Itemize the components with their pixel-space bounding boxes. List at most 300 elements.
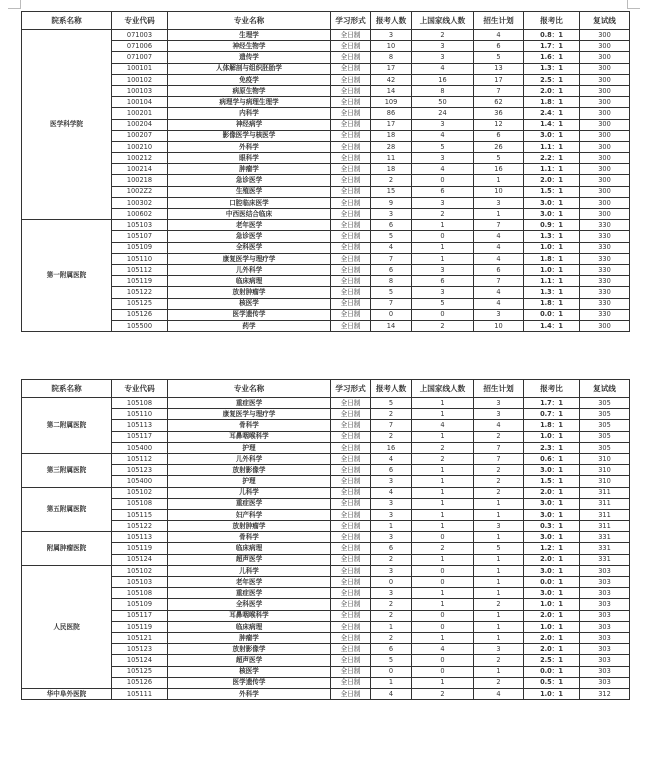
study-mode-cell: 全日制	[331, 420, 371, 431]
ratio-cell: 1.4：1	[524, 320, 580, 331]
major-name-cell: 超声医学	[168, 554, 331, 565]
plan-cell: 1	[474, 532, 524, 543]
code-cell: 105111	[112, 688, 168, 699]
code-cell: 105107	[112, 231, 168, 242]
code-cell: 100201	[112, 108, 168, 119]
national-line-cell: 1	[412, 253, 474, 264]
table-row	[22, 409, 630, 420]
retest-line-cell: 300	[580, 175, 630, 186]
major-name-cell: 口腔临床医学	[168, 197, 331, 208]
national-line-cell: 1	[412, 554, 474, 565]
major-name-cell: 放射影像学	[168, 644, 331, 655]
study-mode-cell: 全日制	[331, 577, 371, 588]
applicants-cell: 17	[371, 119, 412, 130]
national-line-cell: 0	[412, 231, 474, 242]
table-row	[22, 30, 630, 41]
major-name-cell: 外科学	[168, 688, 331, 699]
table-row	[22, 197, 630, 208]
applicants-cell: 4	[371, 453, 412, 464]
national-line-cell: 5	[412, 141, 474, 152]
national-line-cell: 24	[412, 108, 474, 119]
table-row	[22, 320, 630, 331]
table-row	[22, 108, 630, 119]
applicants-cell: 2	[371, 431, 412, 442]
table-row	[22, 253, 630, 264]
table-row	[22, 599, 630, 610]
ratio-cell: 1.0：1	[524, 688, 580, 699]
plan-cell: 1	[474, 554, 524, 565]
ratio-cell: 3.0：1	[524, 532, 580, 543]
plan-cell: 4	[474, 688, 524, 699]
plan-cell: 6	[474, 41, 524, 52]
applicants-cell: 4	[371, 242, 412, 253]
retest-line-cell: 300	[580, 52, 630, 63]
code-cell: 100602	[112, 209, 168, 220]
national-line-cell: 1	[412, 476, 474, 487]
table-row	[22, 309, 630, 320]
study-mode-cell: 全日制	[331, 108, 371, 119]
code-cell: 105113	[112, 532, 168, 543]
department-name-cell: 第二附属医院	[22, 398, 112, 454]
national-line-cell: 1	[412, 588, 474, 599]
retest-line-cell: 305	[580, 442, 630, 453]
retest-line-cell: 303	[580, 610, 630, 621]
national-line-cell: 1	[412, 398, 474, 409]
code-cell: 100102	[112, 74, 168, 85]
study-mode-cell: 全日制	[331, 677, 371, 688]
retest-line-cell: 305	[580, 420, 630, 431]
header-col-dept: 院系名称	[22, 12, 112, 30]
ratio-cell: 3.0：1	[524, 565, 580, 576]
national-line-cell: 2	[412, 453, 474, 464]
header-col-ratio: 报考比	[524, 12, 580, 30]
major-name-cell: 临床病理	[168, 543, 331, 554]
major-name-cell: 重症医学	[168, 588, 331, 599]
major-name-cell: 超声医学	[168, 655, 331, 666]
applicants-cell: 7	[371, 420, 412, 431]
ratio-cell: 1.3：1	[524, 287, 580, 298]
study-mode-cell: 全日制	[331, 465, 371, 476]
ratio-cell: 1.1：1	[524, 141, 580, 152]
table-row	[22, 666, 630, 677]
study-mode-cell: 全日制	[331, 532, 371, 543]
retest-line-cell: 310	[580, 453, 630, 464]
study-mode-cell: 全日制	[331, 666, 371, 677]
applicants-cell: 3	[371, 509, 412, 520]
table-row	[22, 688, 630, 699]
ratio-cell: 2.5：1	[524, 655, 580, 666]
retest-line-cell: 303	[580, 565, 630, 576]
retest-line-cell: 331	[580, 532, 630, 543]
table-row	[22, 264, 630, 275]
study-mode-cell: 全日制	[331, 287, 371, 298]
study-mode-cell: 全日制	[331, 231, 371, 242]
code-cell: 105108	[112, 588, 168, 599]
national-line-cell: 16	[412, 74, 474, 85]
applicants-cell: 16	[371, 442, 412, 453]
table-row	[22, 141, 630, 152]
retest-line-cell: 330	[580, 264, 630, 275]
plan-cell: 7	[474, 442, 524, 453]
major-name-cell: 骨科学	[168, 532, 331, 543]
major-name-cell: 外科学	[168, 141, 331, 152]
code-cell: 105110	[112, 409, 168, 420]
ratio-cell: 1.2：1	[524, 543, 580, 554]
national-line-cell: 3	[412, 52, 474, 63]
code-cell: 071003	[112, 30, 168, 41]
department-name-cell: 第一附属医院	[22, 220, 112, 332]
major-name-cell: 放射影像学	[168, 465, 331, 476]
retest-line-cell: 305	[580, 409, 630, 420]
retest-line-cell: 300	[580, 209, 630, 220]
table-row	[22, 644, 630, 655]
major-name-cell: 病原生物学	[168, 85, 331, 96]
study-mode-cell: 全日制	[331, 398, 371, 409]
ratio-cell: 3.0：1	[524, 465, 580, 476]
retest-line-cell: 331	[580, 554, 630, 565]
admission-table-1	[21, 11, 630, 332]
code-cell: 100212	[112, 153, 168, 164]
study-mode-cell: 全日制	[331, 242, 371, 253]
national-line-cell: 0	[412, 565, 474, 576]
department-name-cell: 第五附属医院	[22, 487, 112, 532]
code-cell: 105119	[112, 276, 168, 287]
table-row	[22, 186, 630, 197]
header-col-dept: 院系名称	[22, 380, 112, 398]
plan-cell: 17	[474, 74, 524, 85]
ratio-cell: 2.0：1	[524, 632, 580, 643]
study-mode-cell: 全日制	[331, 74, 371, 85]
retest-line-cell: 305	[580, 431, 630, 442]
major-name-cell: 妇产科学	[168, 509, 331, 520]
plan-cell: 2	[474, 487, 524, 498]
plan-cell: 36	[474, 108, 524, 119]
table-row	[22, 431, 630, 442]
table-row	[22, 130, 630, 141]
table-row	[22, 119, 630, 130]
applicants-cell: 10	[371, 41, 412, 52]
plan-cell: 1	[474, 632, 524, 643]
study-mode-cell: 全日制	[331, 141, 371, 152]
study-mode-cell: 全日制	[331, 610, 371, 621]
applicants-cell: 2	[371, 610, 412, 621]
department-name-cell: 华中阜外医院	[22, 688, 112, 699]
plan-cell: 3	[474, 521, 524, 532]
major-name-cell: 神经病学	[168, 119, 331, 130]
study-mode-cell: 全日制	[331, 565, 371, 576]
ratio-cell: 1.1：1	[524, 276, 580, 287]
applicants-cell: 5	[371, 655, 412, 666]
code-cell: 1002Z2	[112, 186, 168, 197]
applicants-cell: 109	[371, 97, 412, 108]
plan-cell: 3	[474, 409, 524, 420]
table-row	[22, 565, 630, 576]
ratio-cell: 0.9：1	[524, 220, 580, 231]
major-name-cell: 生殖医学	[168, 186, 331, 197]
table-body	[22, 398, 630, 700]
study-mode-cell: 全日制	[331, 63, 371, 74]
plan-cell: 4	[474, 287, 524, 298]
applicants-cell: 42	[371, 74, 412, 85]
ratio-cell: 0.7：1	[524, 409, 580, 420]
major-name-cell: 影像医学与核医学	[168, 130, 331, 141]
table-row	[22, 287, 630, 298]
plan-cell: 5	[474, 153, 524, 164]
national-line-cell: 1	[412, 509, 474, 520]
retest-line-cell: 330	[580, 298, 630, 309]
ratio-cell: 2.2：1	[524, 153, 580, 164]
code-cell: 100302	[112, 197, 168, 208]
plan-cell: 1	[474, 666, 524, 677]
major-name-cell: 全科医学	[168, 599, 331, 610]
table-row	[22, 453, 630, 464]
major-name-cell: 药学	[168, 320, 331, 331]
national-line-cell: 1	[412, 465, 474, 476]
retest-line-cell: 330	[580, 220, 630, 231]
plan-cell: 3	[474, 309, 524, 320]
retest-line-cell: 330	[580, 231, 630, 242]
retest-line-cell: 300	[580, 97, 630, 108]
table-row	[22, 164, 630, 175]
national-line-cell: 3	[412, 153, 474, 164]
national-line-cell: 0	[412, 666, 474, 677]
applicants-cell: 2	[371, 409, 412, 420]
retest-line-cell: 300	[580, 141, 630, 152]
study-mode-cell: 全日制	[331, 554, 371, 565]
table-row	[22, 153, 630, 164]
study-mode-cell: 全日制	[331, 599, 371, 610]
plan-cell: 5	[474, 52, 524, 63]
ratio-cell: 3.0：1	[524, 197, 580, 208]
major-name-cell: 医学遗传学	[168, 309, 331, 320]
code-cell: 105124	[112, 554, 168, 565]
code-cell: 105123	[112, 465, 168, 476]
study-mode-cell: 全日制	[331, 409, 371, 420]
header-col-mode: 学习形式	[331, 380, 371, 398]
applicants-cell: 18	[371, 164, 412, 175]
retest-line-cell: 311	[580, 498, 630, 509]
plan-cell: 13	[474, 63, 524, 74]
retest-line-cell: 331	[580, 543, 630, 554]
retest-line-cell: 300	[580, 63, 630, 74]
table-row	[22, 610, 630, 621]
national-line-cell: 0	[412, 532, 474, 543]
plan-cell: 7	[474, 220, 524, 231]
study-mode-cell: 全日制	[331, 632, 371, 643]
code-cell: 105125	[112, 666, 168, 677]
major-name-cell: 耳鼻咽喉科学	[168, 431, 331, 442]
plan-cell: 10	[474, 320, 524, 331]
national-line-cell: 4	[412, 644, 474, 655]
retest-line-cell: 300	[580, 108, 630, 119]
study-mode-cell: 全日制	[331, 453, 371, 464]
ratio-cell: 3.0：1	[524, 588, 580, 599]
code-cell: 105102	[112, 565, 168, 576]
code-cell: 105400	[112, 442, 168, 453]
national-line-cell: 3	[412, 41, 474, 52]
major-name-cell: 病理学与病理生理学	[168, 97, 331, 108]
study-mode-cell: 全日制	[331, 220, 371, 231]
code-cell: 100214	[112, 164, 168, 175]
major-name-cell: 儿科学	[168, 487, 331, 498]
retest-line-cell: 300	[580, 186, 630, 197]
table-row	[22, 175, 630, 186]
national-line-cell: 4	[412, 63, 474, 74]
ratio-cell: 1.8：1	[524, 298, 580, 309]
study-mode-cell: 全日制	[331, 52, 371, 63]
retest-line-cell: 300	[580, 153, 630, 164]
code-cell: 105124	[112, 655, 168, 666]
study-mode-cell: 全日制	[331, 498, 371, 509]
applicants-cell: 2	[371, 554, 412, 565]
plan-cell: 3	[474, 644, 524, 655]
study-mode-cell: 全日制	[331, 175, 371, 186]
ratio-cell: 2.0：1	[524, 554, 580, 565]
major-name-cell: 放射肿瘤学	[168, 287, 331, 298]
retest-line-cell: 300	[580, 74, 630, 85]
table-row	[22, 74, 630, 85]
code-cell: 105125	[112, 298, 168, 309]
major-name-cell: 人体解剖与组织胚胎学	[168, 63, 331, 74]
applicants-cell: 3	[371, 565, 412, 576]
ratio-cell: 1.8：1	[524, 97, 580, 108]
major-name-cell: 内科学	[168, 108, 331, 119]
retest-line-cell: 303	[580, 655, 630, 666]
ratio-cell: 0.8：1	[524, 30, 580, 41]
table-row	[22, 63, 630, 74]
retest-line-cell: 330	[580, 253, 630, 264]
major-name-cell: 耳鼻咽喉科学	[168, 610, 331, 621]
major-name-cell: 肿瘤学	[168, 164, 331, 175]
code-cell: 100207	[112, 130, 168, 141]
study-mode-cell: 全日制	[331, 476, 371, 487]
applicants-cell: 15	[371, 186, 412, 197]
study-mode-cell: 全日制	[331, 85, 371, 96]
retest-line-cell: 300	[580, 320, 630, 331]
study-mode-cell: 全日制	[331, 41, 371, 52]
national-line-cell: 1	[412, 487, 474, 498]
study-mode-cell: 全日制	[331, 30, 371, 41]
header-col-major: 专业名称	[168, 12, 331, 30]
retest-line-cell: 311	[580, 487, 630, 498]
applicants-cell: 3	[371, 476, 412, 487]
code-cell: 105117	[112, 431, 168, 442]
retest-line-cell: 330	[580, 276, 630, 287]
major-name-cell: 遗传学	[168, 52, 331, 63]
ratio-cell: 0.3：1	[524, 521, 580, 532]
ratio-cell: 1.7：1	[524, 41, 580, 52]
plan-cell: 2	[474, 599, 524, 610]
study-mode-cell: 全日制	[331, 164, 371, 175]
study-mode-cell: 全日制	[331, 588, 371, 599]
study-mode-cell: 全日制	[331, 655, 371, 666]
table-row	[22, 543, 630, 554]
plan-cell: 4	[474, 231, 524, 242]
applicants-cell: 8	[371, 276, 412, 287]
major-name-cell: 儿外科学	[168, 453, 331, 464]
table-row	[22, 521, 630, 532]
ratio-cell: 0.0：1	[524, 666, 580, 677]
plan-cell: 1	[474, 565, 524, 576]
plan-cell: 2	[474, 655, 524, 666]
table-row	[22, 298, 630, 309]
retest-line-cell: 303	[580, 632, 630, 643]
study-mode-cell: 全日制	[331, 197, 371, 208]
study-mode-cell: 全日制	[331, 543, 371, 554]
code-cell: 105122	[112, 521, 168, 532]
retest-line-cell: 312	[580, 688, 630, 699]
applicants-cell: 3	[371, 209, 412, 220]
plan-cell: 4	[474, 30, 524, 41]
major-name-cell: 急诊医学	[168, 175, 331, 186]
plan-cell: 26	[474, 141, 524, 152]
table-row	[22, 554, 630, 565]
retest-line-cell: 300	[580, 85, 630, 96]
table-row	[22, 677, 630, 688]
table-body	[22, 30, 630, 332]
plan-cell: 1	[474, 498, 524, 509]
table-row	[22, 509, 630, 520]
major-name-cell: 急诊医学	[168, 231, 331, 242]
study-mode-cell: 全日制	[331, 521, 371, 532]
retest-line-cell: 300	[580, 164, 630, 175]
table-row	[22, 85, 630, 96]
major-name-cell: 重症医学	[168, 398, 331, 409]
code-cell: 105119	[112, 543, 168, 554]
retest-line-cell: 330	[580, 287, 630, 298]
table-row	[22, 532, 630, 543]
plan-cell: 4	[474, 242, 524, 253]
table-row	[22, 97, 630, 108]
applicants-cell: 2	[371, 175, 412, 186]
major-name-cell: 护理	[168, 442, 331, 453]
plan-cell: 1	[474, 175, 524, 186]
applicants-cell: 6	[371, 644, 412, 655]
table-row	[22, 209, 630, 220]
ratio-cell: 1.0：1	[524, 621, 580, 632]
applicants-cell: 0	[371, 666, 412, 677]
plan-cell: 1	[474, 577, 524, 588]
header-col-mode: 学习形式	[331, 12, 371, 30]
major-name-cell: 医学遗传学	[168, 677, 331, 688]
national-line-cell: 1	[412, 498, 474, 509]
major-name-cell: 生理学	[168, 30, 331, 41]
applicants-cell: 3	[371, 498, 412, 509]
header-col-code: 专业代码	[112, 12, 168, 30]
table-row	[22, 41, 630, 52]
table-row	[22, 420, 630, 431]
ratio-cell: 1.5：1	[524, 476, 580, 487]
ratio-cell: 3.0：1	[524, 209, 580, 220]
table-row	[22, 632, 630, 643]
retest-line-cell: 330	[580, 242, 630, 253]
code-cell: 105109	[112, 599, 168, 610]
ratio-cell: 1.8：1	[524, 253, 580, 264]
national-line-cell: 1	[412, 599, 474, 610]
plan-cell: 2	[474, 476, 524, 487]
applicants-cell: 1	[371, 621, 412, 632]
plan-cell: 2	[474, 465, 524, 476]
major-name-cell: 眼科学	[168, 153, 331, 164]
study-mode-cell: 全日制	[331, 644, 371, 655]
applicants-cell: 1	[371, 521, 412, 532]
table-row	[22, 52, 630, 63]
retest-line-cell: 303	[580, 666, 630, 677]
ratio-cell: 2.0：1	[524, 487, 580, 498]
page-corner-mark-left	[8, 0, 21, 9]
table-row	[22, 588, 630, 599]
study-mode-cell: 全日制	[331, 621, 371, 632]
